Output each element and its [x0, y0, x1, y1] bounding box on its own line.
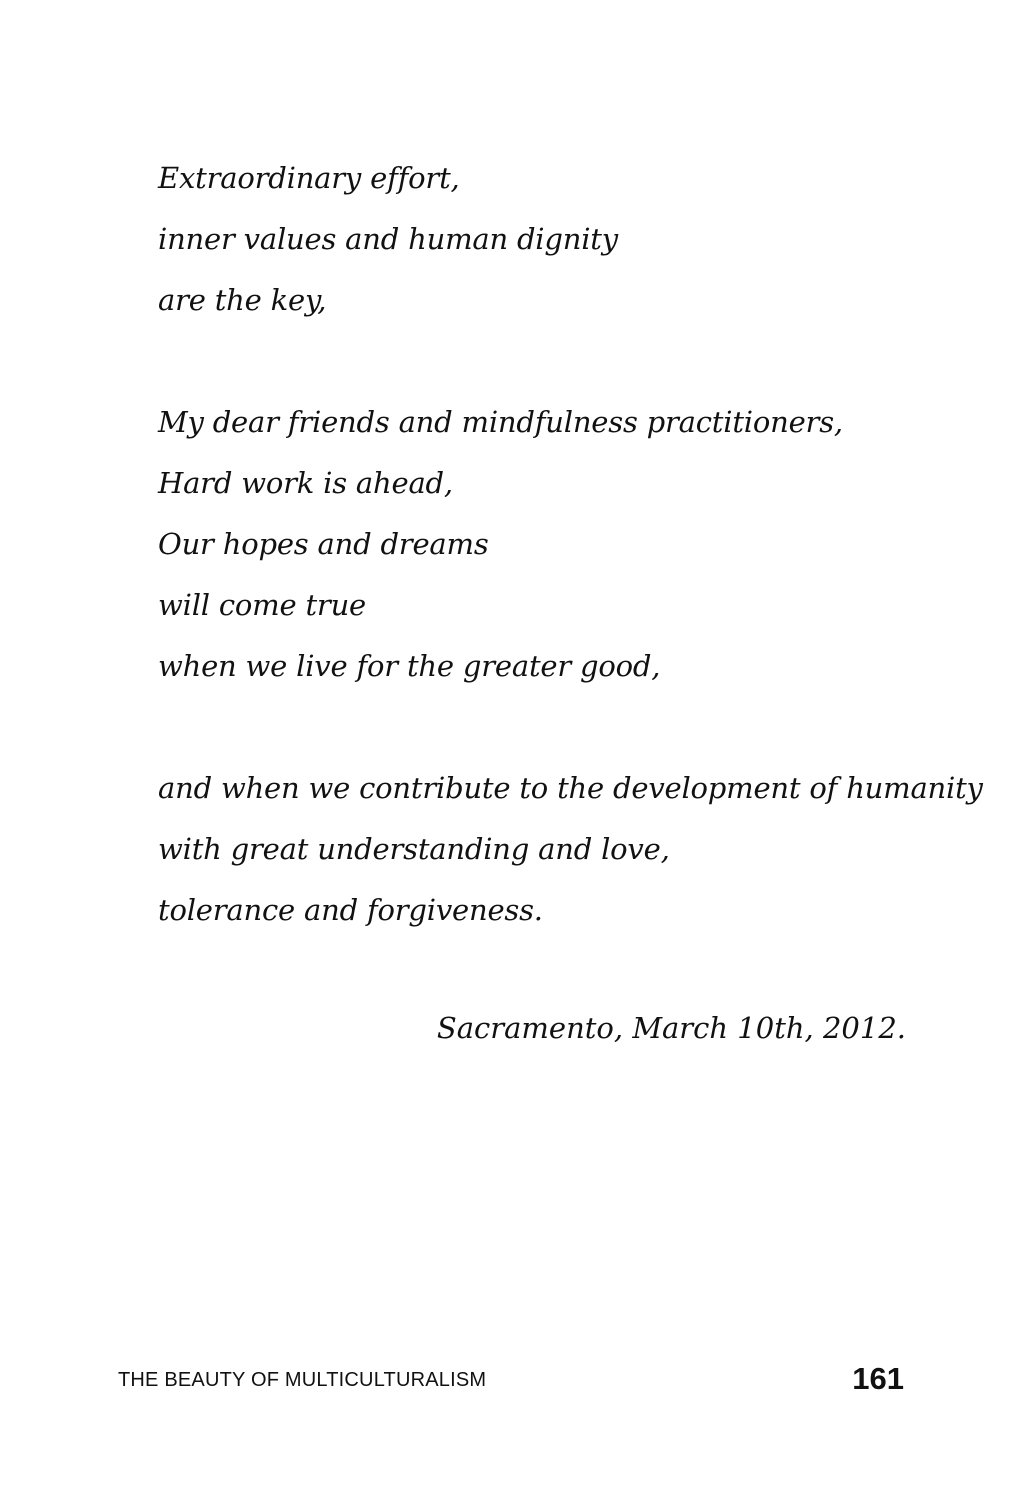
poem-line: are the key, [158, 283, 327, 317]
poem-line: and when we contribute to the development of humanity [158, 771, 983, 805]
poem-body [158, 148, 983, 941]
poem-line: My dear friends and mindfulness practitioners, [158, 405, 843, 439]
poem-line: when we live for the greater good, [158, 649, 661, 683]
poem-line: Extraordinary effort, [158, 161, 460, 195]
place-date-signature: Sacramento, March 10th, 2012. [436, 1011, 906, 1045]
poem-line: Hard work is ahead, [158, 466, 453, 500]
poem-line: Our hopes and dreams [158, 527, 489, 561]
book-title-footer: THE BEAUTY OF MULTICULTURALISM [118, 1369, 487, 1391]
poem-stanza-3 [158, 758, 983, 941]
page-number: 161 [852, 1361, 904, 1396]
poem-stanza-2 [158, 392, 918, 697]
poem-line: with great understanding and love, [158, 832, 670, 866]
poem-line: tolerance and forgiveness. [158, 893, 543, 927]
poem-line: will come true [158, 588, 367, 622]
poem-stanza-1 [158, 148, 918, 331]
poem-line: inner values and human dignity [158, 222, 618, 256]
